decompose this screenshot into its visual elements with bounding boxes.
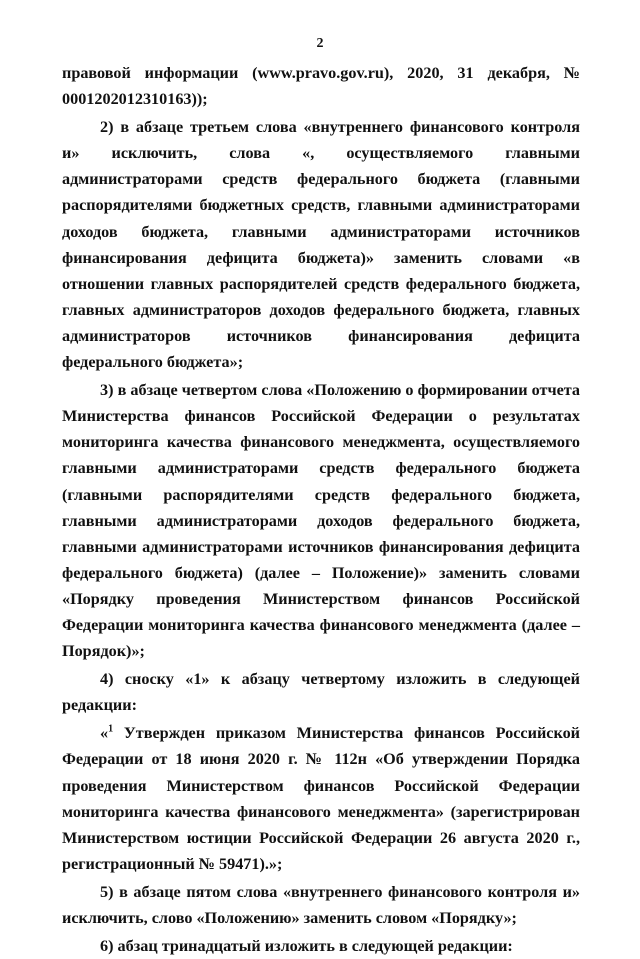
paragraph-item-5: 5) в абзаце пятом слова «внутреннего финансового контроля и» исключить, слово «Положению» заменить словом «Порядку»; <box>62 882 580 927</box>
footnote-open-quote: « <box>100 724 109 743</box>
paragraph-item-2: 2) в абзаце третьем слова «внутреннего финансового контроля и» исключить, слова «, осуществляемого главными администраторами средств федерального бюджета (главными распорядителями бюджетных средств, главными администраторами доходов бюджета, главными администраторами источников финансирования дефицита бюджета)» заменить словами «в отношении главных распорядителей средств федерального бюджета, главных администраторов доходов федерального бюджета, главных администраторов источников финансирования дефицита федерального бюджета»; <box>62 118 580 372</box>
page-number: 2 <box>316 36 324 51</box>
paragraph-footnote-text <box>62 720 580 877</box>
paragraph-item-6: 6) абзац тринадцатый изложить в следующей редакции: <box>100 937 513 956</box>
footnote-body: Утвержден приказом Министерства финансов Российской Федерации от 18 июня 2020 г. № 112н «Об утверждении Порядка проведения Министерством финансов Российской Федерации мониторинга качества финансового менеджмента» (зарегистрирован Министерством юстиции Российской Федерации 26 августа 2020 г., регистрационный № 59471).»; <box>62 724 580 873</box>
paragraph-continuation: правовой информации (www.pravo.gov.ru), 2020, 31 декабря, № 0001202012310163)); <box>62 64 580 109</box>
footnote-marker: 1 <box>108 723 114 735</box>
document-body <box>62 60 580 959</box>
paragraph-item-4: 4) сноску «1» к абзацу четвертому изложить в следующей редакции: <box>62 670 580 715</box>
paragraph-item-3: 3) в абзаце четвертом слова «Положению о формировании отчета Министерства финансов Российской Федерации о результатах мониторинга качества финансового менеджмента, осуществляемого главными администраторами средств федерального бюджета (главными распорядителями средств федерального бюджета, главными администраторами доходов федерального бюджета, главными администраторами источников финансирования дефицита федерального бюджета) (далее – Положение)» заменить словами «Порядку проведения Министерством финансов Российской Федерации мониторинга качества финансового менеджмента (далее – Порядок)»; <box>62 381 580 661</box>
